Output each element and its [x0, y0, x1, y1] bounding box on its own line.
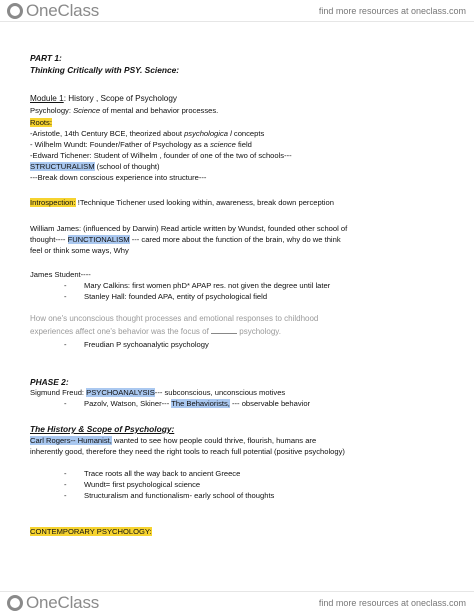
roots-line-1 — [30, 129, 264, 139]
james-line-1: William James: (influenced by Darwin) Read article written by Wundst, founded other school of — [30, 224, 348, 233]
brand-name: OneClass — [26, 0, 100, 20]
james-line-2 — [30, 235, 341, 245]
structuralism-term: STRUCTURALISM — [30, 162, 95, 171]
gray-2b: psychology. — [237, 327, 281, 336]
bullet-dash: - — [64, 399, 67, 408]
summary-item-1: Trace roots all the way back to ancient Greece — [84, 469, 241, 478]
history-title: The History & Scope of Psychology: — [30, 424, 175, 434]
header-bar — [0, 0, 474, 22]
freud-b: --- subconscious, unconscious motives — [154, 388, 286, 397]
break-down-line: ---Break down conscious experience into structure--- — [30, 173, 207, 182]
roots-line-2 — [30, 140, 252, 150]
freud-line — [30, 388, 285, 398]
header-tagline[interactable]: find more resources at oneclass.com — [318, 5, 466, 16]
part-subtitle: Thinking Critically with PSY. Science: — [30, 65, 180, 75]
bullet-dash: - — [64, 469, 67, 478]
behaviorists-item — [84, 399, 310, 409]
behaviorists-term: The Behaviorists, — [171, 399, 230, 408]
structuralism-rest: (school of thought) — [94, 162, 160, 171]
def-label: Psychology: — [30, 106, 74, 115]
summary-item-2: Wundt= first psychological science — [84, 480, 201, 489]
introspection-rest: !Technique Tichener used looking within, awareness, break down perception — [75, 198, 334, 207]
bullet-dash: - — [64, 340, 67, 349]
roots-heading — [30, 118, 52, 128]
summary-item-3: Structuralism and functionalism- early school of thoughts — [84, 491, 275, 500]
part-title: PART 1: — [30, 53, 62, 63]
footer-tagline[interactable]: find more resources at oneclass.com — [318, 597, 466, 608]
phase-title: PHASE 2: — [30, 377, 69, 387]
module-title: : History , Scope of Psychology — [63, 94, 177, 103]
bullet-dash: - — [64, 292, 67, 301]
brand-logo[interactable] — [6, 1, 99, 21]
bullet-dash: - — [64, 281, 67, 290]
gray-question-1: How one's unconscious thought processes and emotional responses to childhood — [30, 314, 319, 323]
def-science: Science — [73, 106, 103, 115]
james-2a: thought---- — [30, 235, 68, 244]
contemporary-heading — [30, 527, 152, 537]
roots-1a: -Aristotle, 14th Century BCE, theorized about — [30, 129, 185, 138]
freudian-item: Freudian P sychoanalytic psychology — [84, 340, 209, 349]
footer-bar — [0, 591, 474, 613]
pazolv-b: --- observable behavior — [229, 399, 311, 408]
rogers-line-1 — [30, 436, 316, 446]
freud-a: Sigmund Freud: — [30, 388, 87, 397]
psychology-definition — [30, 106, 218, 116]
gray-2a: experiences affect one's behavior was the focus of — [30, 327, 212, 336]
bullet-dash: - — [64, 480, 67, 489]
rogers-term: Carl Rogers-- Humanist, — [30, 436, 112, 445]
roots-label: Roots: — [30, 118, 52, 127]
structuralism-line — [30, 162, 160, 172]
calkins-item: Mary Calkins: first women phD* APAP res. not given the degree until later — [84, 281, 331, 290]
roots-line-3: -Edward Tichener: Student of Wilhelm , founder of one of the two of schools--- — [30, 151, 292, 160]
rogers-1: wanted to see how people could thrive, flourish, humans are — [111, 436, 317, 445]
roots-2c: field — [235, 140, 252, 149]
psychoanalysis-term: PSYCHOANALYSIS — [86, 388, 155, 397]
james-line-3: feel or think some ways, Why — [30, 246, 129, 255]
james-2b: --- cared more about the function of the brain, why do we think — [129, 235, 341, 244]
pazolv-a: Pazolv, Watson, Skiner--- — [84, 399, 172, 408]
james-student: James Student---- — [30, 270, 91, 279]
def-rest: of mental and behavior processes. — [102, 106, 219, 115]
rogers-line-2: inherently good, therefore they need the right tools to reach full potential (positive psychology) — [30, 447, 345, 456]
module-heading — [30, 94, 177, 104]
gray-question-2 — [30, 326, 281, 337]
contemporary-term: CONTEMPORARY PSYCHOLOGY: — [30, 527, 152, 536]
document-page — [0, 22, 474, 591]
brand-name: OneClass — [26, 592, 100, 612]
roots-1c: concepts — [231, 129, 265, 138]
fill-in-blank — [211, 326, 237, 334]
roots-2b: science — [210, 140, 236, 149]
bullet-dash: - — [64, 491, 67, 500]
roots-2a: - Wilhelm Wundt: Founder/Father of Psychology as a — [30, 140, 211, 149]
hall-item: Stanley Hall: founded APA, entity of psychological field — [84, 292, 268, 301]
oneclass-logo-icon — [6, 594, 24, 612]
introspection-term: Introspection: — [30, 198, 76, 207]
roots-1b: psychologica l — [184, 129, 232, 138]
oneclass-logo-icon — [6, 2, 24, 20]
module-label: Module 1 — [30, 94, 64, 103]
introspection-line — [30, 198, 334, 208]
brand-logo[interactable] — [6, 593, 99, 613]
functionalism-term: FUNCTIONALISM — [67, 235, 130, 244]
